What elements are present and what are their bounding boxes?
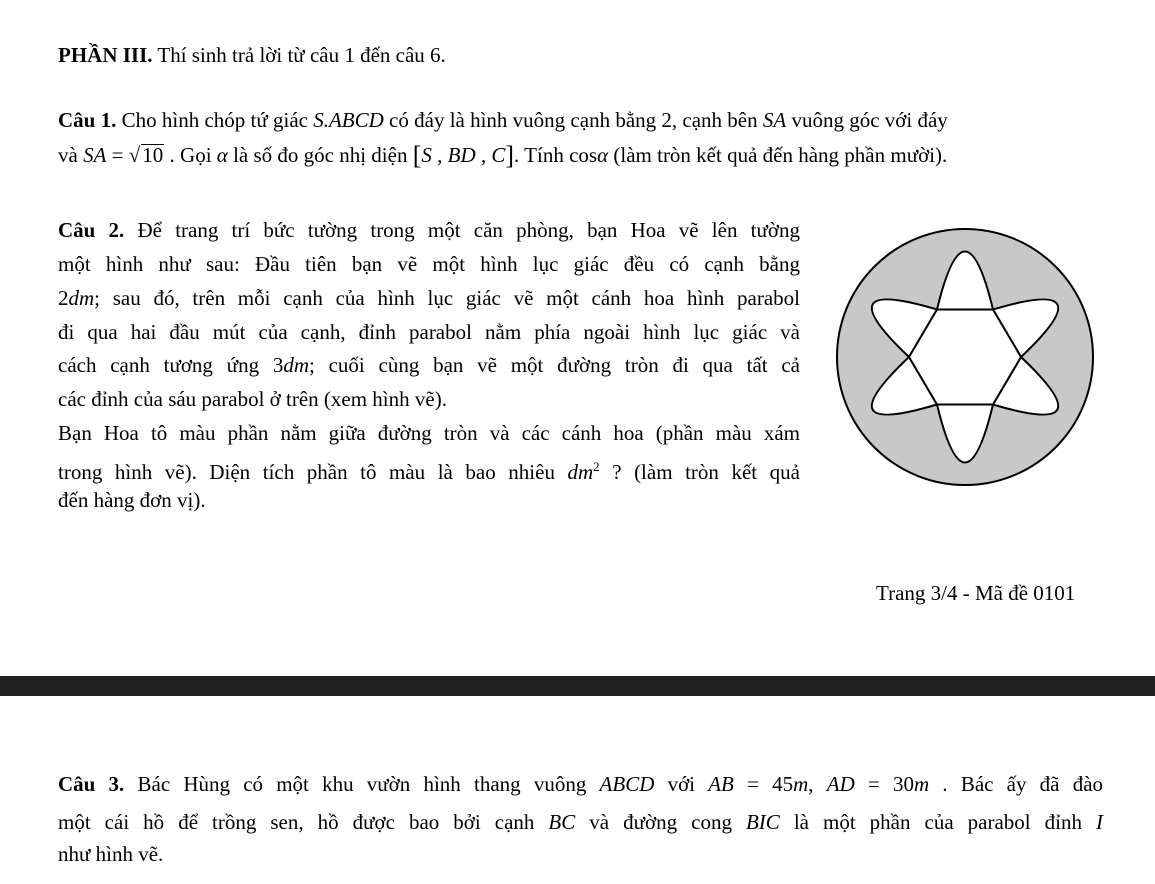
q1-text: và — [58, 143, 84, 167]
q3-line-2 — [58, 809, 1103, 835]
q3-vertex: I — [1096, 810, 1103, 834]
q2-text: trong hình vẽ). Diện tích phần tô màu là bao nhiêu — [58, 460, 568, 484]
q2-text: đi qua hai đầu mút của cạnh, đỉnh parabol nằm phía ngoài hình lục giác và — [58, 320, 800, 344]
q3-text: một cái hồ để trồng sen, hồ được bao bởi cạnh — [58, 810, 549, 834]
q1-pyramid: S.ABCD — [313, 108, 384, 132]
q2-line-5 — [58, 352, 800, 378]
q1-text: Cho hình chóp tứ giác — [116, 108, 314, 132]
q3-text: , — [808, 772, 827, 796]
sqrt-sign: √ — [128, 143, 141, 167]
q1-equals: = — [106, 143, 129, 167]
q1-line-2 — [58, 142, 947, 169]
unit-dm: dm — [567, 460, 594, 484]
q2-text: ; cuối cùng bạn vẽ một đường tròn đi qua tất cả — [309, 353, 800, 377]
cos-function: cos — [569, 143, 598, 167]
q1-edge: SA — [762, 108, 787, 132]
q2-line-9 — [58, 487, 206, 513]
q2-line-7 — [58, 420, 800, 446]
q3-text: . Bác ấy đã đào — [929, 772, 1104, 796]
part-heading — [58, 42, 446, 68]
dihedral-angle: S , BD , C — [421, 143, 506, 167]
q2-text: Để trang trí bức tường trong một căn phòng, bạn Hoa vẽ lên tường — [124, 218, 800, 242]
q1-text: có đáy là hình vuông cạnh bằng 2, cạnh bên — [383, 108, 763, 132]
q2-line-3 — [58, 285, 800, 311]
q3-line-3 — [58, 841, 163, 867]
superscript-2: 2 — [593, 459, 600, 474]
q2-number: 2 — [58, 286, 69, 310]
q3-text: và đường cong — [575, 810, 746, 834]
q3-curve: BIC — [745, 810, 780, 834]
sqrt-radicand: 10 — [142, 143, 164, 167]
bracket-open: [ — [412, 141, 422, 170]
q2-text: ? (làm tròn kết quả — [599, 460, 800, 484]
q3-text: với — [654, 772, 709, 796]
q3-text: Bác Hùng có một khu vườn hình thang vuông — [124, 772, 600, 796]
alpha-symbol: α — [597, 143, 609, 167]
q2-text: Bạn Hoa tô màu phần nằm giữa đường tròn và các cánh hoa (phần màu xám — [58, 421, 800, 445]
q3-trapezoid: ABCD — [599, 772, 655, 796]
q3-segment: BC — [548, 810, 576, 834]
q3-line-1 — [58, 771, 1103, 797]
q2-text: đến hàng đơn vị). — [58, 488, 206, 512]
q3-segment: AD — [826, 772, 855, 796]
flower-figure — [830, 220, 1100, 495]
alpha-symbol: α — [216, 143, 228, 167]
q1-text: vuông góc với đáy — [786, 108, 948, 132]
q3-value: = 45 — [733, 772, 794, 796]
page-footer: Trang 3/4 - Mã đề 0101 — [876, 581, 1076, 605]
part-heading-bold: PHẦN III. — [58, 43, 153, 67]
q3-segment: AB — [708, 772, 734, 796]
unit-dm: dm — [283, 353, 309, 377]
q2-line-1 — [58, 217, 800, 243]
q3-text: là một phần của parabol đỉnh — [779, 810, 1096, 834]
q3-value: = 30 — [854, 772, 914, 796]
q2-label: Câu 2. — [58, 218, 125, 242]
q1-text: (làm tròn kết quả đến hàng phần mười). — [608, 143, 948, 167]
q2-line-6 — [58, 386, 447, 412]
q1-label: Câu 1. — [58, 108, 117, 132]
unit-m: m — [793, 772, 809, 796]
q2-line-8 — [58, 454, 800, 485]
q2-line-2 — [58, 251, 800, 277]
q2-text: một hình như sau: Đầu tiên bạn vẽ một hình lục giác đều có cạnh bằng — [58, 252, 800, 276]
unit-m: m — [914, 772, 930, 796]
q2-text: các đỉnh của sáu parabol ở trên (xem hình vẽ). — [58, 387, 447, 411]
unit-dm: dm — [68, 286, 95, 310]
q2-text: cách cạnh tương ứng — [58, 353, 273, 377]
page-divider — [0, 676, 1155, 696]
q3-text: như hình vẽ. — [58, 842, 164, 866]
q1-edge: SA — [83, 143, 107, 167]
q1-text: . Tính — [514, 143, 570, 167]
q1-text: là số đo góc nhị diện — [227, 143, 413, 167]
q1-text: . Gọi — [164, 143, 217, 167]
q2-line-4 — [58, 319, 800, 345]
bracket-close: ] — [505, 141, 515, 170]
part-heading-text: Thí sinh trả lời từ câu 1 đến câu 6. — [152, 43, 446, 67]
q2-number: 3 — [272, 353, 284, 377]
q3-label: Câu 3. — [58, 772, 125, 796]
q2-text: ; sau đó, trên mỗi cạnh của hình lục giác vẽ một cánh hoa hình parabol — [94, 286, 800, 310]
q1-line-1 — [58, 107, 948, 133]
